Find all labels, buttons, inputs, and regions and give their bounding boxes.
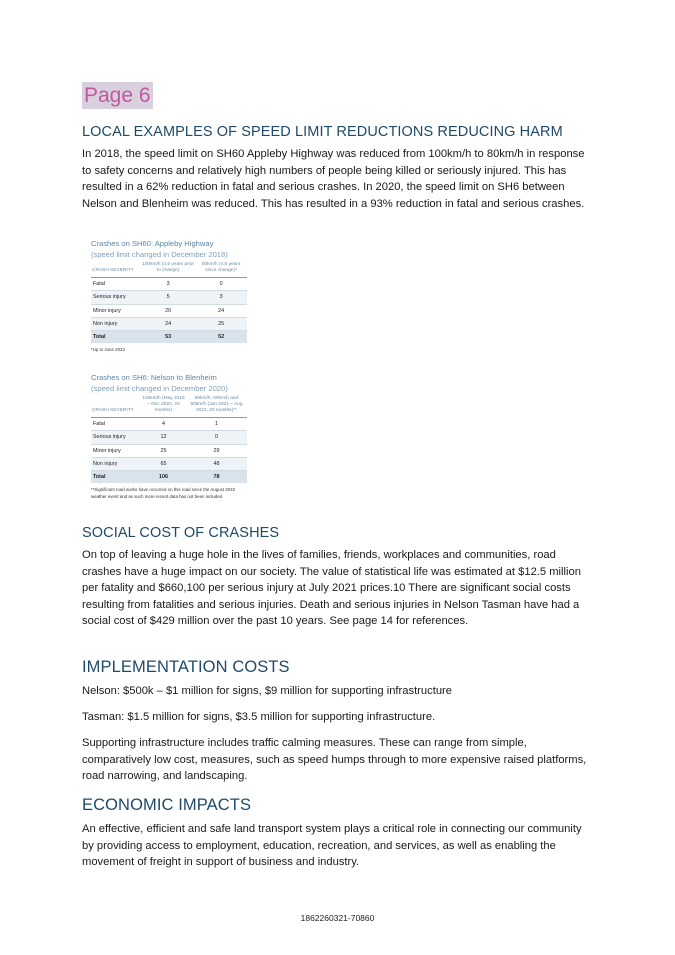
table-sh60-subtitle: (speed limit changed in December 2018) [91, 250, 228, 259]
table-cell: 5 [141, 291, 195, 304]
table-sh60 [91, 238, 247, 354]
table-sh60-grid [91, 262, 247, 343]
table-row [91, 278, 247, 291]
table-sh6 [91, 372, 247, 500]
table-cell: 29 [186, 444, 247, 457]
table-cell: 20 [141, 304, 195, 317]
table-sh60-header-before: 100km/h (4.5 years prior to change) [141, 262, 195, 278]
table-cell: 53 [141, 331, 195, 344]
table-cell: 3 [141, 278, 195, 291]
paragraph-nelson-costs: Nelson: $500k – $1 million for signs, $9 million for supporting infrastructure [82, 685, 452, 697]
table-cell: Fatal [91, 418, 141, 431]
table-cell: Total [91, 331, 141, 344]
table-cell: 0 [195, 278, 247, 291]
table-cell: 12 [141, 431, 186, 444]
table-sh6-header-before: 100km/h (May 2018 – Dec 2020, 20 months) [141, 396, 186, 418]
table-cell: 1 [186, 418, 247, 431]
table-row [91, 418, 247, 431]
paragraph-tasman-costs: Tasman: $1.5 million for signs, $3.5 million for supporting infrastructure. [82, 711, 436, 723]
table-cell: 24 [141, 317, 195, 330]
table-total-row [91, 471, 247, 484]
table-cell: 25 [141, 444, 186, 457]
table-cell: 52 [195, 331, 247, 344]
heading-economic-impacts: ECONOMIC IMPACTS [82, 796, 252, 814]
heading-social-cost: SOCIAL COST OF CRASHES [82, 525, 280, 541]
table-sh60-title: Crashes on SH60: Appleby Highway [91, 239, 214, 248]
table-total-row [91, 331, 247, 344]
table-cell: Minor injury [91, 444, 141, 457]
table-cell: Serious injury [91, 431, 141, 444]
table-cell: 65 [141, 457, 186, 470]
table-row [91, 457, 247, 470]
table-cell: 24 [195, 304, 247, 317]
table-cell: Minor injury [91, 304, 141, 317]
table-sh6-header-after: 90km/h, 80km/h and 60km/h (Jan 2021 – Aug 2022, 20 months)** [186, 396, 247, 418]
paragraph-economic-impacts: An effective, efficient and safe land transport system plays a critical role in connecting our community by providing access to employment, education, recreation, and services, as well as enabling the movement of freight in support of business and industry. [82, 823, 582, 869]
paragraph-social-cost: On top of leaving a huge hole in the lives of families, friends, workplaces and communities, road crashes have a huge impact on our society. The value of statistical life was estimated at $12.5 million per fatality and $660,100 per serious injury at July 2021 prices.10 There are significant social costs resulting from fatalities and serious injuries. Death and serious injuries in Nelson Tasman have had a social cost of $429 million over the past 10 years. See page 14 for references. [82, 549, 581, 628]
table-sh60-header-severity: CRASH SEVERITY [91, 262, 141, 278]
paragraph-local-examples: In 2018, the speed limit on SH60 Appleby Highway was reduced from 100km/h to 80km/h in response to safety concerns and relatively high numbers of people being killed or seriously injured. This has resulted in a 62% reduction in fatal and serious crashes. In 2020, the speed limit on SH6 between Nelson and Blenheim was reduced. This has resulted in a 93% reduction in fatal and serious crashes. [82, 148, 585, 210]
table-sh6-grid [91, 396, 247, 483]
table-row [91, 317, 247, 330]
table-cell: 106 [141, 471, 186, 484]
table-sh6-subtitle: (speed limit changed in December 2020) [91, 384, 228, 393]
table-cell: Serious injury [91, 291, 141, 304]
table-cell: Non injury [91, 457, 141, 470]
table-cell: 78 [186, 471, 247, 484]
table-cell: 25 [195, 317, 247, 330]
table-cell: Non injury [91, 317, 141, 330]
table-cell: 48 [186, 457, 247, 470]
table-cell: Total [91, 471, 141, 484]
table-cell: Fatal [91, 278, 141, 291]
table-cell: 3 [195, 291, 247, 304]
paragraph-supporting-infrastructure: Supporting infrastructure includes traffic calming measures. These can range from simple, comparatively low cost, measures, such as speed humps through to more expensive raised platforms, road narrowing, and landscaping. [82, 737, 587, 783]
table-sh60-note: *Up to June 2023 [91, 347, 125, 353]
table-row [91, 444, 247, 457]
table-cell: 4 [141, 418, 186, 431]
table-sh6-header-severity: CRASH SEVERITY [91, 396, 141, 418]
heading-local-examples: LOCAL EXAMPLES OF SPEED LIMIT REDUCTIONS REDUCING HARM [82, 124, 563, 140]
table-row [91, 304, 247, 317]
page-label: Page 6 [84, 84, 151, 107]
table-row [91, 291, 247, 304]
table-sh60-header-after: 80km/h (4.5 years since change)* [195, 262, 247, 278]
table-row [91, 431, 247, 444]
table-sh6-note: **Significant road works have occurred on this road since the August 2022 weather event and as such more recent data has not been included [91, 487, 236, 499]
table-cell: 0 [186, 431, 247, 444]
table-sh6-title: Crashes on SH6: Nelson to Blenheim [91, 373, 217, 382]
footer-document-id: 1862260321-70860 [300, 913, 375, 923]
heading-implementation-costs: IMPLEMENTATION COSTS [82, 658, 290, 676]
